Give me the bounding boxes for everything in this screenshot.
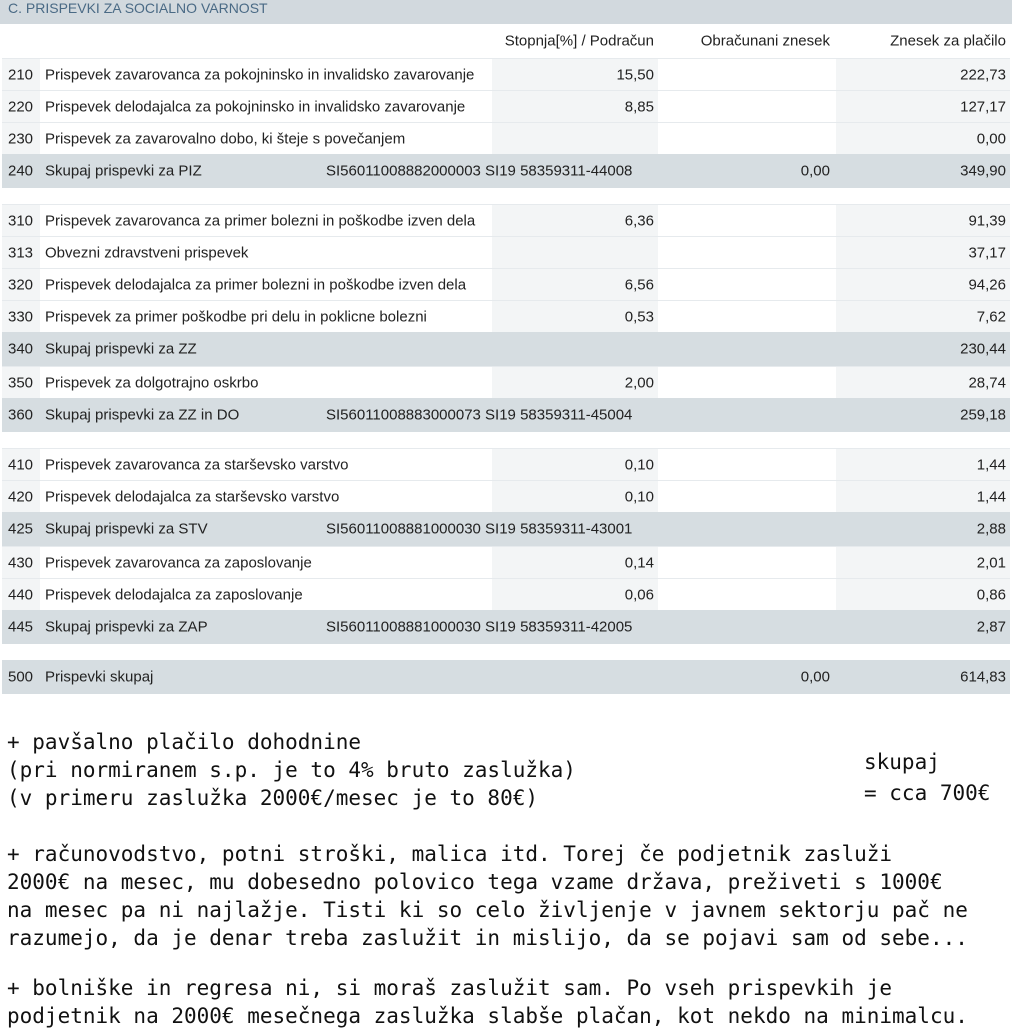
table-row <box>2 122 1010 154</box>
row-payable: 127,17 <box>960 98 1006 115</box>
row-label: Skupaj prispevki za ZAP <box>45 618 208 636</box>
row-code: 500 <box>8 668 34 686</box>
row-code: 330 <box>8 308 34 325</box>
row-payable: 2,01 <box>976 554 1006 571</box>
row-payable: 349,90 <box>960 162 1006 180</box>
row-payable: 94,26 <box>968 276 1006 293</box>
note-line: razumejo, da je denar treba zaslužit in mislijo, da se pojavi sam od sebe... <box>7 926 968 950</box>
comment-note <box>0 716 1016 1028</box>
table-row <box>2 660 1010 694</box>
row-spacer <box>2 432 1010 448</box>
row-rate: 2,00 <box>624 374 654 391</box>
section-title: C. PRISPEVKI ZA SOCIALNO VARNOST <box>0 0 1012 24</box>
row-label: Skupaj prispevki za PIZ <box>45 162 202 180</box>
row-rate: 0,10 <box>624 488 654 505</box>
row-spacer <box>2 644 1010 660</box>
row-account-ref: SI56011008881000030 SI19 58359311-42005 <box>326 618 633 636</box>
row-label: Prispevek delodajalca za primer bolezni in poškodbe izven dela <box>45 276 467 293</box>
row-label: Prispevek delodajalca za starševsko varstvo <box>45 488 340 505</box>
column-header-payable: Znesek za plačilo <box>890 32 1006 50</box>
contributions-table <box>2 24 1010 694</box>
column-header-calculated: Obračunani znesek <box>700 32 830 50</box>
row-label: Prispevek za primer poškodbe pri delu in poklicne bolezni <box>45 308 427 325</box>
table-row <box>2 512 1010 546</box>
row-calculated: 0,00 <box>800 162 830 180</box>
row-label: Prispevki skupaj <box>45 668 154 686</box>
cell-shade <box>492 237 658 268</box>
row-code: 230 <box>8 130 34 147</box>
row-code: 430 <box>8 554 34 571</box>
row-payable: 2,88 <box>976 520 1006 538</box>
row-label: Skupaj prispevki za STV <box>45 520 208 538</box>
row-payable: 259,18 <box>960 406 1006 424</box>
table-row <box>2 578 1010 610</box>
row-code: 410 <box>8 456 34 473</box>
row-account-ref: SI56011008882000003 SI19 58359311-44008 <box>326 162 633 180</box>
table-row <box>2 366 1010 398</box>
cell-shade <box>492 123 658 154</box>
table-row <box>2 154 1010 188</box>
table-row <box>2 480 1010 512</box>
column-header-rate: Stopnja[%] / Podračun <box>504 32 654 50</box>
row-payable: 0,86 <box>976 586 1006 603</box>
row-account-ref: SI56011008883000073 SI19 58359311-45004 <box>326 406 633 424</box>
row-rate: 8,85 <box>624 98 654 115</box>
row-payable: 614,83 <box>960 668 1006 686</box>
note-total-label: skupaj <box>864 750 940 774</box>
row-payable: 1,44 <box>976 488 1006 505</box>
row-code: 313 <box>8 244 34 261</box>
row-payable: 2,87 <box>976 618 1006 636</box>
row-label: Prispevek zavarovanca za starševsko varstvo <box>45 456 349 473</box>
row-account-ref: SI56011008881000030 SI19 58359311-43001 <box>326 520 633 538</box>
note-line: 2000€ na mesec, mu dobesedno polovico tega vzame država, preživeti s 1000€ <box>7 870 943 894</box>
row-rate: 0,10 <box>624 456 654 473</box>
row-label: Prispevek zavarovanca za primer bolezni in poškodbe izven dela <box>45 212 476 229</box>
row-label: Obvezni zdravstveni prispevek <box>45 244 249 261</box>
row-label: Prispevek delodajalca za pokojninsko in invalidsko zavarovanje <box>45 98 466 115</box>
note-line: na mesec pa ni najlažje. Tisti ki so celo življenje v javnem sektorju pač ne <box>7 898 968 922</box>
table-row <box>2 204 1010 236</box>
table-row <box>2 90 1010 122</box>
table-row <box>2 448 1010 480</box>
row-code: 425 <box>8 520 34 538</box>
note-line: + bolniške in regresa ni, si moraš zaslužit sam. Po vseh prispevkih je <box>7 976 893 1000</box>
row-rate: 6,56 <box>624 276 654 293</box>
row-label: Prispevek delodajalca za zaposlovanje <box>45 586 303 603</box>
row-payable: 230,44 <box>960 340 1006 358</box>
row-label: Prispevek za zavarovalno dobo, ki šteje s povečanjem <box>45 130 406 147</box>
row-code: 340 <box>8 340 34 358</box>
row-rate: 0,14 <box>624 554 654 571</box>
row-payable: 28,74 <box>968 374 1006 391</box>
table-header <box>2 24 1010 58</box>
note-line: + pavšalno plačilo dohodnine <box>7 730 362 754</box>
row-rate: 15,50 <box>616 66 654 83</box>
row-payable: 37,17 <box>968 244 1006 261</box>
row-rate: 0,53 <box>624 308 654 325</box>
table-row <box>2 58 1010 90</box>
note-line: podjetnik na 2000€ mesečnega zaslužka slabše plačan, kot nekdo na minimalcu. <box>7 1004 968 1028</box>
row-code: 210 <box>8 66 34 83</box>
row-label: Skupaj prispevki za ZZ in DO <box>45 406 240 424</box>
row-payable: 7,62 <box>976 308 1006 325</box>
row-code: 240 <box>8 162 34 180</box>
row-rate: 6,36 <box>624 212 654 229</box>
row-payable: 91,39 <box>968 212 1006 229</box>
note-total-value: = cca 700€ <box>864 781 991 805</box>
note-line: (v primeru zaslužka 2000€/mesec je to 80€) <box>7 786 539 810</box>
row-code: 360 <box>8 406 34 424</box>
row-label: Prispevek zavarovanca za zaposlovanje <box>45 554 312 571</box>
row-label: Prispevek zavarovanca za pokojninsko in invalidsko zavarovanje <box>45 66 475 83</box>
row-code: 220 <box>8 98 34 115</box>
row-calculated: 0,00 <box>800 668 830 686</box>
table-row <box>2 332 1010 366</box>
row-code: 350 <box>8 374 34 391</box>
note-line: + računovodstvo, potni stroški, malica itd. Torej če podjetnik zasluži <box>7 842 893 866</box>
row-spacer <box>2 188 1010 204</box>
table-row <box>2 300 1010 332</box>
row-code: 445 <box>8 618 34 636</box>
row-rate: 0,06 <box>624 586 654 603</box>
row-payable: 1,44 <box>976 456 1006 473</box>
table-row <box>2 546 1010 578</box>
table-row <box>2 268 1010 300</box>
row-label: Skupaj prispevki za ZZ <box>45 340 197 358</box>
row-code: 310 <box>8 212 34 229</box>
row-label: Prispevek za dolgotrajno oskrbo <box>45 374 259 391</box>
table-row <box>2 610 1010 644</box>
table-row <box>2 398 1010 432</box>
row-code: 440 <box>8 586 34 603</box>
row-payable: 0,00 <box>976 130 1006 147</box>
table-row <box>2 236 1010 268</box>
row-code: 320 <box>8 276 34 293</box>
note-line: (pri normiranem s.p. je to 4% bruto zaslužka) <box>7 758 576 782</box>
row-code: 420 <box>8 488 34 505</box>
row-payable: 222,73 <box>960 66 1006 83</box>
